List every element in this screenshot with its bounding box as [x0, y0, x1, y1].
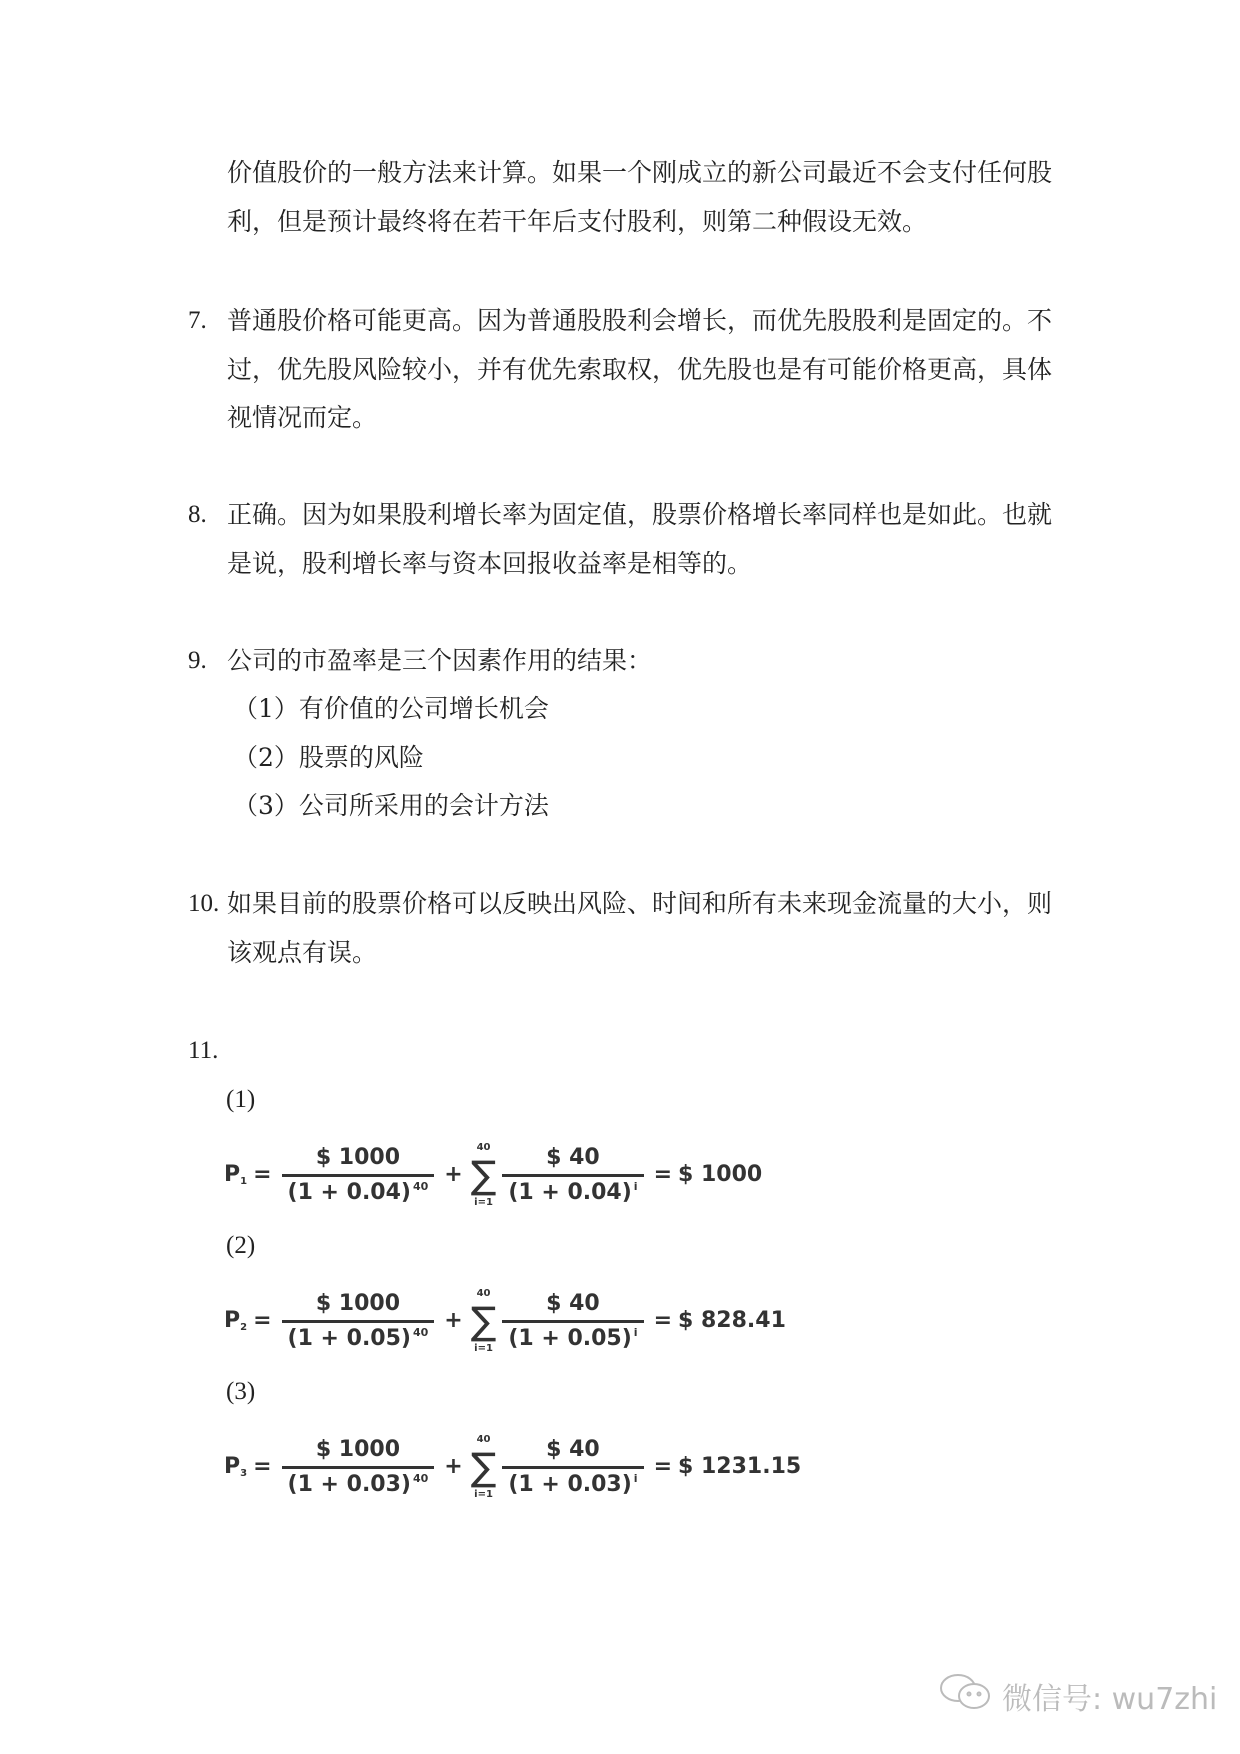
item-number: 8.: [188, 501, 207, 528]
face-value-fraction: $\frac{\$ 1000}{(1 + 0.05) ^{40}}$: [282, 1291, 435, 1352]
item-number: 9.: [188, 647, 207, 674]
item8-line: 是说，股利增长率与资本回报收益率是相等的。: [227, 549, 753, 578]
bond-price-formula: P2 = $\frac{\$ 1000}{(1 + 0.05) ^{40}}$ + 40 ∑ i=1 $\frac{\$ 40}{(1 + 0.05) ^i}$ = $ 828.41: [224, 1288, 786, 1354]
item7-line: 普通股价格可能更高。因为普通股股利会增长，而优先股股利是固定的。不: [227, 306, 1053, 335]
coupon-fraction: $\frac{\$ 40}{(1 + 0.03) ^i}$: [502, 1437, 643, 1498]
summation: 40 ∑ i=1: [470, 1288, 497, 1354]
price-symbol: P1: [224, 1162, 248, 1187]
item8-line: 正确。因为如果股利增长率为固定值，股票价格增长率同样也是如此。也就: [227, 500, 1053, 529]
bond-price-formula: P1 = $\frac{\$ 1000}{(1 + 0.04) ^{40}}$ + 40 ∑ i=1 $\frac{\$ 40}{(1 + 0.04) ^i}$ = $ 1000: [224, 1142, 763, 1208]
intro-line: 价值股价的一般方法来计算。如果一个刚成立的新公司最近不会支付任何股: [227, 158, 1053, 187]
item-number: 7.: [188, 307, 207, 334]
formula-result: $ 828.41: [678, 1308, 786, 1333]
part-label: (3): [226, 1378, 256, 1405]
formula-result: $ 1000: [678, 1162, 763, 1187]
part-label: (1): [226, 1086, 256, 1113]
item9-factor: （1）有价值的公司增长机会: [233, 694, 549, 723]
face-value-fraction: $\frac{\$ 1000}{(1 + 0.04) ^{40}}$: [282, 1145, 435, 1206]
coupon-fraction: $\frac{\$ 40}{(1 + 0.05) ^i}$: [502, 1291, 643, 1352]
watermark: [938, 1672, 1217, 1720]
intro-line: 利，但是预计最终将在若干年后支付股利，则第二种假设无效。: [227, 207, 928, 236]
summation: 40 ∑ i=1: [470, 1142, 497, 1208]
bond-price-formula: P3 = $\frac{\$ 1000}{(1 + 0.03) ^{40}}$ + 40 ∑ i=1 $\frac{\$ 40}{(1 + 0.03) ^i}$ = $ 1231.15: [224, 1434, 802, 1500]
price-symbol: P2: [224, 1308, 248, 1333]
item9-factor: （3）公司所采用的会计方法: [233, 791, 549, 820]
part-label: (2): [226, 1232, 256, 1259]
summation: 40 ∑ i=1: [470, 1434, 497, 1500]
item-number: 11.: [188, 1037, 219, 1064]
formula-result: $ 1231.15: [678, 1454, 802, 1479]
price-symbol: P3: [224, 1454, 248, 1479]
wechat-icon: [938, 1672, 994, 1720]
item-number: 10.: [188, 890, 220, 917]
item7-line: 视情况而定。: [227, 403, 378, 432]
item10-line: 该观点有误。: [227, 938, 378, 967]
item9-factor: （2）股票的风险: [233, 743, 424, 772]
coupon-fraction: $\frac{\$ 40}{(1 + 0.04) ^i}$: [502, 1145, 643, 1206]
watermark-text: 微信号: wu7zhi: [1002, 1682, 1218, 1717]
item10-line: 如果目前的股票价格可以反映出风险、时间和所有未来现金流量的大小，则: [227, 889, 1053, 918]
item9-line: 公司的市盈率是三个因素作用的结果：: [227, 646, 653, 675]
face-value-fraction: $\frac{\$ 1000}{(1 + 0.03) ^{40}}$: [282, 1437, 435, 1498]
item7-line: 过，优先股风险较小，并有优先索取权，优先股也是有可能价格更高，具体: [227, 355, 1053, 384]
